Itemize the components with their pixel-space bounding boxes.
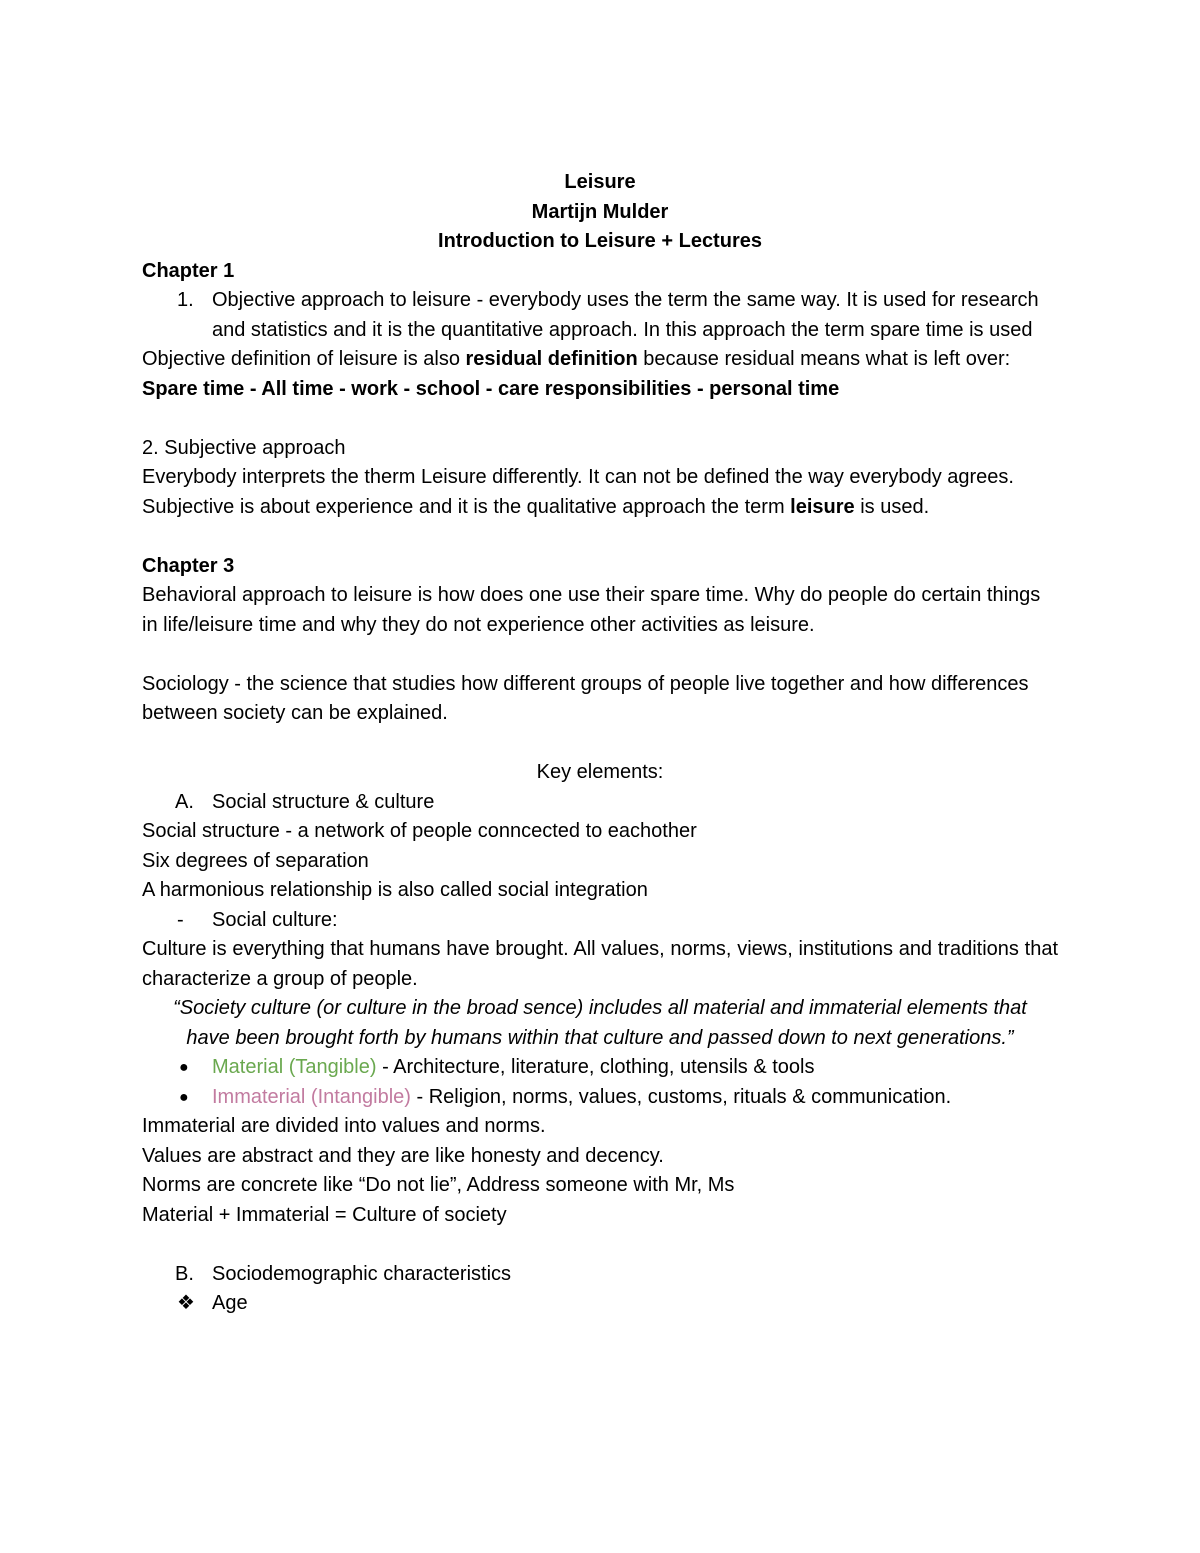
- subjective-text-pre: Everybody interprets the therm Leisure differently. It can not be defined the way everybody agrees. Subjective is about experience and it is the qualitative approach the term: [142, 466, 1014, 518]
- diamond-list-item: [142, 1289, 1058, 1319]
- residual-text-post: because residual means what is left over:: [637, 348, 1011, 370]
- bullet-list-item: [142, 1053, 1058, 1083]
- behavioral-approach-paragraph: Behavioral approach to leisure is how does one use their spare time. Why do people do certain things in life/leisure time and why they do not experience other activities as leisure.: [142, 584, 1041, 636]
- values-line: Values are abstract and they are like honesty and decency.: [142, 1144, 664, 1167]
- harmonious-line: A harmonious relationship is also called social integration: [142, 879, 648, 901]
- blank-line: [142, 522, 1058, 552]
- dash-list-item: [142, 906, 1058, 936]
- objective-approach-text: Objective approach to leisure - everybody uses the term the same way. It is used for research and statistics and it is the quantitative approach. In this approach the term spare time is used: [212, 289, 1039, 341]
- chapter-1-heading: Chapter 1: [142, 259, 235, 282]
- blank-line: [142, 1230, 1058, 1260]
- residual-formula: Spare time - All time - work - school - care responsibilities - personal time: [142, 377, 840, 400]
- list-letter: B.: [175, 1262, 194, 1285]
- list-letter: A.: [175, 790, 194, 813]
- culture-quote: “Society culture (or culture in the broad sence) includes all material and immaterial elements that have been brought forth by humans within that culture and passed down to next generations.”: [173, 997, 1027, 1049]
- key-elements-heading: Key elements:: [536, 761, 664, 783]
- document-page: [142, 168, 1058, 1319]
- subjective-text-post: is used.: [854, 495, 930, 518]
- blank-line: [142, 640, 1058, 670]
- social-structure-line: Social structure - a network of people conncected to eachother: [142, 820, 697, 842]
- list-number: 1.: [177, 289, 194, 311]
- alpha-list-item: [142, 788, 1058, 818]
- document-title: Leisure: [564, 171, 636, 193]
- alpha-list-item: [142, 1260, 1058, 1290]
- material-item: [212, 1053, 1058, 1083]
- sociology-definition: Sociology - the science that studies how different groups of people live together and how differences between society can be explained.: [142, 672, 1029, 724]
- social-culture-text: Social culture:: [212, 908, 338, 931]
- culture-definition: Culture is everything that humans have brought. All values, norms, views, institutions and traditions that characterize a group of people.: [142, 938, 1058, 990]
- immaterial-divided-line: Immaterial are divided into values and norms.: [142, 1115, 546, 1137]
- norms-line: Norms are concrete like “Do not lie”, Address someone with Mr, Ms: [142, 1174, 735, 1196]
- blank-line: [142, 729, 1058, 759]
- numbered-list-item: [142, 286, 1058, 345]
- blank-line: [142, 404, 1058, 434]
- subjective-approach-heading: 2. Subjective approach: [142, 436, 346, 459]
- culture-sum-line: Material + Immaterial = Culture of society: [142, 1203, 507, 1226]
- document-author: Martijn Mulder: [531, 200, 669, 223]
- subjective-approach-paragraph: [142, 463, 1058, 522]
- diamond-bullet-icon: ❖: [177, 1292, 195, 1314]
- social-structure-culture-text: Social structure & culture: [212, 790, 435, 813]
- six-degrees-line: Six degrees of separation: [142, 849, 369, 872]
- bullet-icon: ●: [179, 1088, 189, 1106]
- age-text: Age: [212, 1292, 248, 1314]
- document-subtitle: Introduction to Leisure + Lectures: [438, 230, 762, 252]
- sociodemographic-text: Sociodemographic characteristics: [212, 1262, 512, 1285]
- material-label: Material (Tangible): [212, 1056, 377, 1078]
- immaterial-item: [212, 1083, 1058, 1113]
- residual-text-pre: Objective definition of leisure is also: [142, 348, 466, 370]
- list-dash: -: [177, 908, 184, 931]
- subjective-term: leisure: [790, 495, 855, 518]
- immaterial-text: - Religion, norms, values, customs, rituals & communication.: [410, 1085, 952, 1108]
- immaterial-label: Immaterial (Intangible): [212, 1085, 411, 1108]
- chapter-3-heading: Chapter 3: [142, 554, 235, 577]
- residual-definition-paragraph: [142, 345, 1058, 404]
- bullet-list-item: [142, 1083, 1058, 1113]
- material-text: - Architecture, literature, clothing, utensils & tools: [376, 1056, 815, 1078]
- residual-term: residual definition: [465, 348, 638, 370]
- bullet-icon: ●: [179, 1059, 189, 1076]
